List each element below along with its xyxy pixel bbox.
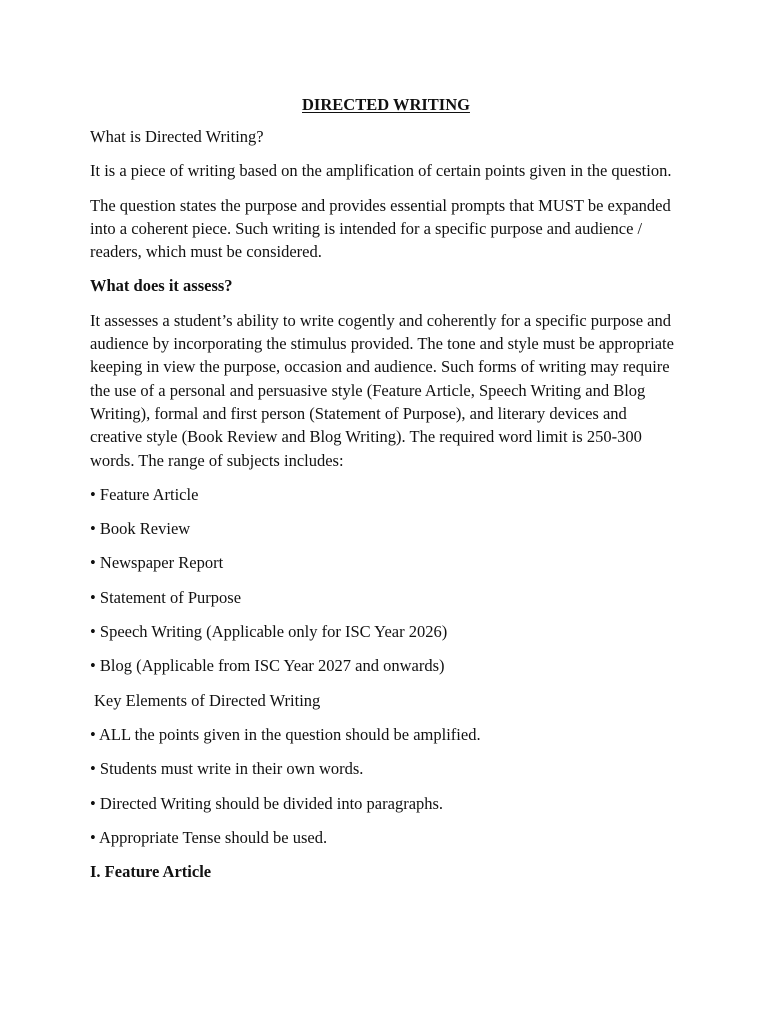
key-elements-list [90,723,682,849]
list-item: • Speech Writing (Applicable only for ISC Year 2026) [90,622,448,642]
question-intro: What is Directed Writing? [90,127,264,146]
list-item: • Students must write in their own words. [90,759,364,779]
assess-paragraph: It assesses a student’s ability to write cogently and coherently for a specific purpose and audience by incorporating the stimulus provided. The tone and style must be appropriate keeping in view the purpose, occasion and audience. Such forms of writing may require the use of a personal and persuasive style (Feature Article, Speech Writing and Blog Writing), formal and first person (Statement of Purpose), and literary devices and creative style (Book Review and Blog Writing). The required word limit is 250-300 words. The range of subjects includes: [90,310,674,470]
list-item: • Statement of Purpose [90,587,242,607]
purpose-paragraph: The question states the purpose and provides essential prompts that MUST be expanded into a coherent piece. Such writing is intended for a specific purpose and audience / readers, which must be considered. [90,195,671,262]
list-item: • Directed Writing should be divided into paragraphs. [90,793,444,813]
definition-paragraph: It is a piece of writing based on the amplification of certain points given in the question. [90,161,672,181]
list-item: • Appropriate Tense should be used. [90,827,328,847]
list-item: • Book Review [90,519,191,539]
list-item: • Newspaper Report [90,553,224,573]
subjects-list [90,483,682,678]
section-heading: I. Feature Article [90,862,212,882]
document-title: DIRECTED WRITING [302,95,470,114]
document-page [90,93,682,894]
list-item: • Feature Article [90,484,199,504]
list-item: • ALL the points given in the question should be amplified. [90,724,481,744]
key-elements-heading: Key Elements of Directed Writing [94,690,321,710]
assess-heading: What does it assess? [90,276,233,296]
list-item: • Blog (Applicable from ISC Year 2027 and onwards) [90,656,445,676]
